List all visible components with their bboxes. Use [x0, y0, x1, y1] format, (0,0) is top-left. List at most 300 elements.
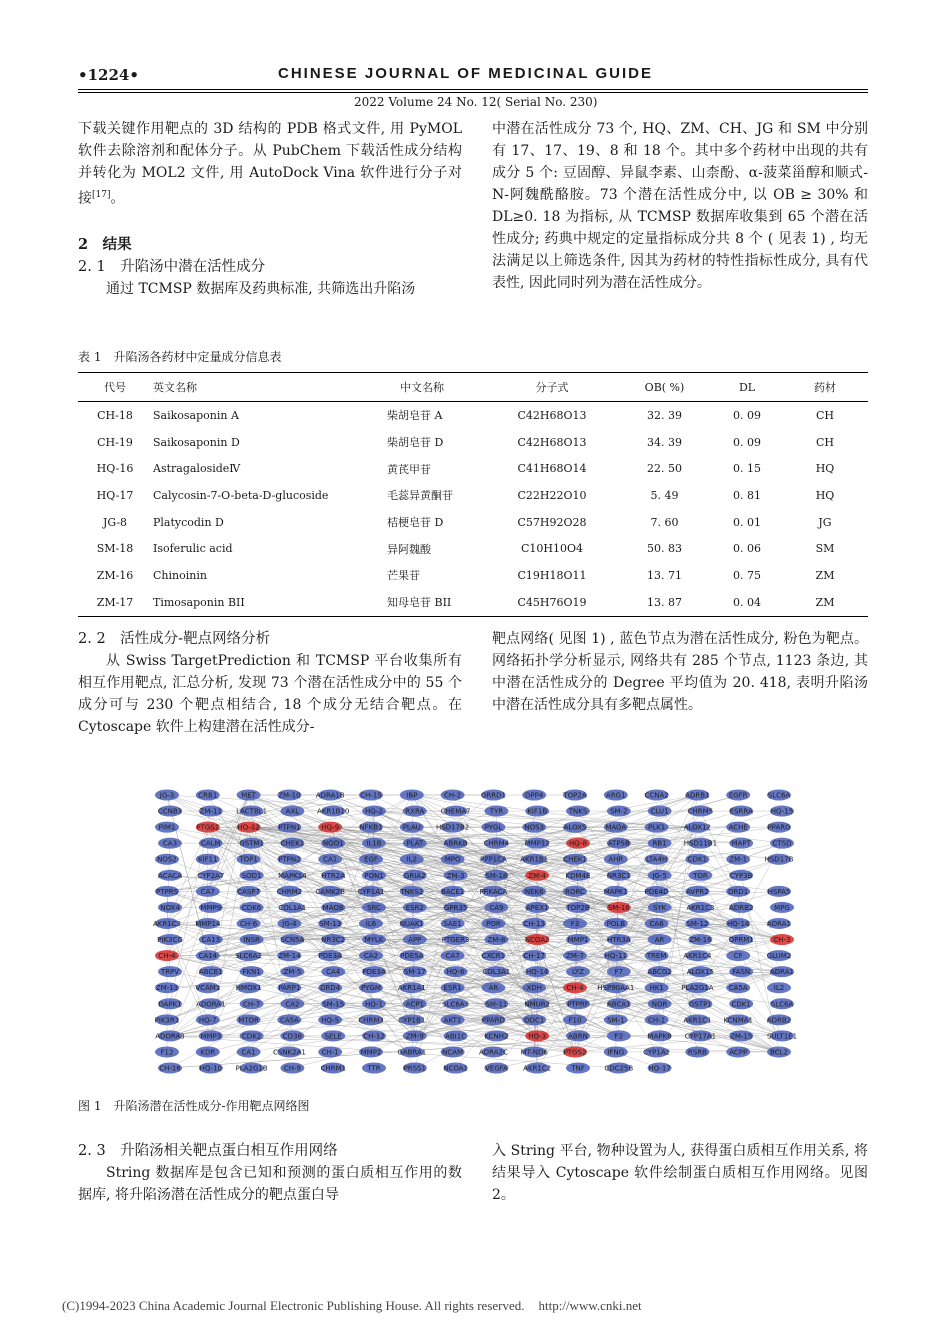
section-heading-results: 2 结果	[78, 235, 132, 253]
network-node	[685, 1046, 709, 1057]
cell-chinese: 柴胡皂苷 D	[387, 436, 444, 450]
network-node-label: CCNA2	[644, 791, 669, 800]
network-node	[648, 870, 672, 881]
network-node	[648, 806, 672, 817]
network-node-label: SAE1	[443, 919, 462, 928]
network-edges	[167, 795, 785, 1068]
network-node-label: PIM1	[158, 823, 176, 832]
network-node-label: NCOA1	[443, 1064, 468, 1073]
network-node	[196, 854, 220, 865]
network-node-label: PLAU	[402, 823, 421, 832]
network-node-label: CA14	[198, 952, 218, 961]
network-node	[321, 902, 345, 913]
network-node	[685, 854, 709, 865]
network-node	[484, 902, 508, 913]
network-node	[644, 790, 668, 801]
network-node	[563, 918, 587, 929]
network-node-label: ADRA2C	[478, 1048, 508, 1057]
network-node	[562, 790, 587, 801]
network-node	[362, 806, 386, 817]
network-node	[684, 838, 717, 849]
network-node	[566, 934, 590, 945]
network-node-label: ABCG2	[647, 968, 672, 977]
network-node	[199, 902, 223, 913]
network-node	[400, 918, 424, 929]
table-header-row	[78, 373, 868, 402]
network-node	[767, 790, 791, 801]
network-node-label: CH-4	[158, 952, 176, 961]
network-node-label: HQ-14	[525, 968, 549, 977]
network-node-label: ORRD1	[480, 791, 506, 800]
network-node-label: PARP1	[278, 984, 301, 993]
network-node	[770, 806, 794, 817]
network-node	[436, 822, 469, 833]
network-node-label: RXRA	[405, 807, 425, 816]
network-node-label: NOX4	[160, 903, 180, 912]
network-node	[362, 902, 386, 913]
cell-formula: C10H10O4	[520, 542, 584, 556]
network-node-label: HQ-1	[365, 1000, 383, 1009]
network-edge	[330, 956, 578, 1004]
network-node-label: CA1	[323, 855, 338, 864]
cnki-link[interactable]: http://www.cnki.net	[538, 1298, 642, 1313]
network-node-label: F10	[568, 1016, 582, 1025]
network-node	[403, 838, 427, 849]
network-node	[688, 998, 712, 1009]
network-node	[482, 966, 510, 977]
network-node-label: FASN	[732, 968, 751, 977]
network-node-label: ACPP	[729, 1048, 748, 1057]
network-node-label: NR3C2	[321, 936, 346, 945]
network-node-label: DRD1	[728, 887, 749, 896]
network-node-label: CH-9	[283, 1064, 301, 1073]
network-node-label: CCNB3	[157, 807, 183, 816]
network-node-label: LYZ	[571, 968, 585, 977]
network-node	[484, 934, 508, 945]
network-node-label: ESR1	[443, 984, 462, 993]
network-node	[726, 918, 750, 929]
network-node-label: NOR	[651, 1000, 668, 1009]
network-node-label: ADORA3	[155, 1032, 185, 1041]
network-node-label: CA5A	[728, 984, 748, 993]
network-node-label: PRSS1	[403, 1064, 427, 1073]
network-node	[403, 1063, 427, 1074]
network-node-label: MMP2	[360, 1048, 382, 1057]
network-node-label: SM-16	[607, 903, 630, 912]
network-node-label: F12	[160, 1048, 174, 1057]
network-node-label: CH-7	[243, 1000, 261, 1009]
th-english-name: 英文名称	[152, 373, 357, 402]
table-row	[78, 402, 868, 429]
network-node-label: PLK1	[648, 823, 666, 832]
network-node	[237, 886, 261, 897]
issue-info: 2022 Volume 24 No. 12( Serial No. 230)	[354, 95, 598, 109]
network-node	[280, 966, 304, 977]
network-node	[484, 806, 508, 817]
network-node-label: SM-2	[610, 807, 628, 816]
network-node-label: IL2	[406, 855, 418, 864]
network-node-label: CH-15	[360, 791, 382, 800]
cell-english: Saikosaponin D	[153, 435, 240, 449]
network-node-label: CYP1B1	[398, 1016, 426, 1025]
network-node	[277, 790, 301, 801]
network-node-label: DRD4	[320, 984, 341, 993]
network-node	[767, 1014, 791, 1025]
network-node-label: ATP5B	[607, 839, 630, 848]
network-node	[318, 1046, 342, 1057]
network-node	[726, 886, 750, 897]
network-node-label: TNKS	[568, 807, 588, 816]
network-node	[525, 1030, 549, 1041]
network-node	[444, 1030, 468, 1041]
cell-herb: CH	[815, 408, 834, 422]
network-node	[685, 918, 709, 929]
network-node-label: TREM	[646, 952, 667, 961]
network-node	[400, 790, 424, 801]
network-node-label: RORC	[565, 887, 585, 896]
network-node-label: HQ-2	[365, 807, 383, 816]
network-node-label: PYGL	[484, 823, 503, 832]
network-node-label: PON1	[364, 871, 384, 880]
network-node	[235, 1063, 267, 1074]
network-node	[770, 966, 794, 977]
cell-formula: C45H76O19	[487, 589, 617, 616]
network-node-label: IL1B	[366, 839, 382, 848]
network-node	[441, 790, 465, 801]
network-node	[240, 902, 264, 913]
copyright-text: (C)1994-2023 China Academic Journal Electronic Publishing House. All rights reserved.	[62, 1298, 525, 1313]
network-node-label: MT-ND6	[520, 1048, 548, 1057]
network-node	[441, 918, 465, 929]
network-node-label: INSR	[243, 936, 260, 945]
network-node-label: CALM	[200, 839, 221, 848]
cell-code: CH-19	[97, 435, 133, 449]
network-node	[442, 998, 469, 1009]
network-node-label: CA2	[363, 952, 379, 961]
network-node	[520, 854, 548, 865]
network-node-label: ESR2	[405, 903, 424, 912]
network-node-label: CH-6	[240, 919, 258, 928]
network-node-label: MMP14	[195, 919, 221, 928]
network-node	[566, 870, 591, 881]
network-node	[316, 790, 345, 801]
network-node-label: F7	[614, 968, 624, 977]
network-node-label: TNKS2	[400, 887, 424, 896]
network-node	[318, 982, 342, 993]
network-node	[645, 950, 669, 961]
network-node-label: GLUM2	[766, 952, 792, 961]
network-node-label: CASP7	[237, 887, 260, 896]
network-node	[199, 838, 223, 849]
network-node-label: MMP9	[200, 903, 222, 912]
network-node-label: MAPT	[731, 839, 751, 848]
network-node	[400, 822, 424, 833]
cell-herb: JG	[818, 515, 832, 529]
network-node	[726, 790, 750, 801]
bottom-right-column	[492, 1140, 868, 1206]
network-node-label: HSPA5	[767, 887, 791, 896]
cell-english: Calycosin-7-O-beta-D-glucoside	[153, 488, 329, 502]
methods-end: 。	[110, 190, 125, 207]
network-node	[683, 950, 712, 961]
methods-paragraph	[78, 118, 462, 210]
network-node	[158, 998, 182, 1009]
network-node-label: ADRB1	[685, 791, 710, 800]
network-node-label: AR	[488, 984, 499, 993]
network-node	[153, 918, 181, 929]
network-node-label: HQ-7	[198, 1016, 217, 1025]
network-node	[685, 1030, 716, 1041]
network-node-label: AKR1C3	[686, 903, 715, 912]
network-node-label: SM-18	[485, 871, 508, 880]
network-node-label: TOP2B	[566, 903, 590, 912]
network-node-label: CA7	[445, 952, 460, 961]
network-node	[484, 838, 510, 849]
network-node-label: SM-1	[607, 1016, 625, 1025]
network-node	[521, 1046, 549, 1057]
network-node	[280, 1063, 304, 1074]
network-node-label: GSTM1	[239, 839, 264, 848]
network-node-label: ZM-9	[405, 1032, 424, 1041]
network-node-label: NR3C1	[606, 871, 631, 880]
network-node	[359, 1046, 383, 1057]
network-node	[767, 1046, 791, 1057]
network-node	[441, 806, 471, 817]
top-right-column	[492, 118, 868, 294]
network-node-label: ABRKB	[443, 839, 468, 848]
cell-dl: 0. 01	[733, 515, 761, 529]
network-node-label: MMP3	[200, 1032, 222, 1041]
table-row	[78, 562, 868, 589]
network-node	[525, 966, 549, 977]
network-node	[683, 1014, 711, 1025]
network-node-label: KIF11	[198, 855, 218, 864]
network-node-label: HK1	[649, 984, 664, 993]
cell-english: Platycodin D	[153, 515, 224, 529]
network-node-label: CA1	[241, 1048, 256, 1057]
network-node	[607, 966, 631, 977]
network-node-label: PDE3A	[318, 952, 342, 961]
network-node	[403, 934, 427, 945]
network-node-label: CHRM2	[276, 887, 303, 896]
network-node-label: CHEMA7	[440, 807, 471, 816]
network-node	[158, 966, 182, 977]
network-node	[648, 934, 672, 945]
network-node	[240, 934, 264, 945]
network-node	[362, 838, 386, 849]
network-node-label: RSRB	[687, 1048, 707, 1057]
cell-formula: C19H18O11	[517, 568, 587, 582]
cell-dl: 0. 09	[733, 408, 761, 422]
network-node	[525, 870, 549, 881]
network-node	[321, 870, 345, 881]
network-node	[277, 886, 303, 897]
network-node-label: PPARG	[767, 823, 791, 832]
network-node	[277, 822, 301, 833]
cell-herb: CH	[815, 435, 834, 449]
network-node-label: HMOX1	[235, 984, 262, 993]
network-node-label: OPRM1	[728, 936, 754, 945]
cell-code: HQ-17	[96, 488, 134, 502]
network-node-label: SLC6A	[770, 1000, 794, 1009]
network-node-label: APP	[408, 936, 422, 945]
network-node	[524, 998, 550, 1009]
network-node-label: HTR3A	[606, 936, 631, 945]
page-number: •1224•	[78, 66, 139, 84]
network-node	[441, 1046, 465, 1057]
network-node	[729, 966, 753, 977]
network-node	[315, 886, 345, 897]
journal-title: CHINESE JOURNAL OF MEDICINAL GUIDE	[278, 65, 653, 82]
network-node	[480, 854, 507, 865]
network-node-label: CHEK1	[280, 839, 305, 848]
network-node-label: HSD17B	[764, 855, 794, 864]
network-node-label: PDE3A	[362, 968, 386, 977]
table-row	[78, 429, 868, 456]
network-node	[237, 854, 261, 865]
network-node	[362, 934, 386, 945]
network-node-label: AKR1C2	[523, 1064, 552, 1073]
network-node-label: PLA2G1A	[681, 984, 714, 993]
network-node-label: CH-1	[321, 1048, 339, 1057]
cell-formula: C57H92O28	[517, 515, 587, 529]
network-node-label: PLAT	[406, 839, 424, 848]
network-edge	[208, 827, 293, 1004]
cell-english: Chinoinin	[153, 568, 207, 582]
network-node	[240, 870, 264, 881]
network-node-label: PRKACA	[479, 887, 508, 896]
network-node-label: PTPN2	[278, 855, 301, 864]
network-node	[240, 966, 264, 977]
network-node-label: NOS2	[157, 855, 177, 864]
network-node	[481, 790, 506, 801]
network-node	[566, 806, 590, 817]
network-node	[565, 902, 590, 913]
cell-chinese: 毛蕊异黄酮苷	[387, 489, 453, 503]
network-node-label: ARG1	[606, 791, 626, 800]
network-node	[398, 1014, 425, 1025]
network-node	[522, 886, 546, 897]
network-node	[563, 854, 587, 865]
network-node-label: PTGS1	[196, 823, 220, 832]
network-node	[726, 822, 750, 833]
network-node	[481, 950, 505, 961]
network-node-label: CH-2	[444, 791, 462, 800]
network-edge	[537, 843, 659, 907]
network-node	[403, 1030, 427, 1041]
network-node-label: NFKB1	[359, 823, 383, 832]
network-node	[563, 982, 587, 993]
network-node-label: HQ-8	[569, 839, 587, 848]
network-node-label: CXCR1	[481, 952, 506, 961]
network-node	[237, 822, 261, 833]
network-node	[362, 1030, 386, 1041]
network-node-label: CH-3	[773, 936, 791, 945]
network-node	[563, 950, 587, 961]
citation-ref[interactable]: [17]	[92, 190, 111, 200]
network-node-label: AHR	[608, 855, 624, 864]
network-node-label: PPP1CA	[480, 855, 507, 864]
cell-dl: 0. 06	[733, 542, 761, 556]
network-node-label: AKR1B1	[520, 855, 549, 864]
cell-formula: C42H68O13	[517, 408, 587, 422]
network-node-label: CDK2	[241, 1032, 262, 1041]
network-node	[604, 950, 628, 961]
network-node	[403, 806, 427, 817]
network-node	[607, 934, 631, 945]
network-node	[155, 886, 179, 897]
network-node-label: BCL2	[770, 1048, 788, 1057]
network-node	[240, 1030, 264, 1041]
network-node	[685, 886, 709, 897]
network-node	[525, 838, 550, 849]
network-node-label: PLA2G1B	[235, 1064, 268, 1073]
network-node	[522, 790, 546, 801]
cell-code: SM-18	[96, 542, 134, 556]
network-node	[522, 982, 546, 993]
network-node-label: PTGER3	[441, 936, 470, 945]
network-node	[767, 886, 791, 897]
network-node	[563, 886, 587, 897]
network-node-label: PTPRF	[567, 1000, 589, 1009]
network-node-label: NQO1	[322, 839, 344, 848]
network-node	[726, 1046, 750, 1057]
network-node-label: CH-12	[363, 1032, 385, 1041]
network-node-label: ADRB2	[729, 903, 754, 912]
network-node	[155, 790, 179, 801]
network-node-label: CHRM4	[483, 839, 510, 848]
network-node-label: GSTP1	[688, 1000, 712, 1009]
network-node-label: PIK3CG	[157, 936, 183, 945]
network-node	[767, 822, 791, 833]
network-node-label: ACACA	[158, 871, 182, 880]
network-node-label: MPG	[774, 903, 790, 912]
network-node-label: SM-11	[485, 1000, 508, 1009]
network-node-label: TOP1	[239, 855, 258, 864]
cell-ob: 32. 39	[647, 408, 682, 422]
network-node	[362, 1063, 386, 1074]
network-node-label: APEX1	[525, 903, 549, 912]
network-node	[563, 822, 587, 833]
network-node-label: HQ-9	[321, 823, 340, 832]
network-node-label: JG-3	[159, 791, 175, 800]
network-node	[277, 982, 301, 993]
network-node-label: IL6	[365, 919, 377, 928]
network-node	[236, 806, 267, 817]
network-node	[767, 950, 792, 961]
network-node	[767, 982, 791, 993]
network-node	[403, 998, 427, 1009]
network-node	[566, 966, 590, 977]
cell-english: Saikosaponin A	[153, 408, 239, 422]
network-node-label: RB1	[652, 839, 667, 848]
network-node-label: HQ-5	[321, 1016, 340, 1025]
header-rule	[78, 89, 868, 93]
network-node	[321, 1030, 345, 1041]
network-node-label: SM-13	[319, 919, 342, 928]
network-node	[199, 934, 223, 945]
cell-ob: 13. 87	[617, 589, 712, 616]
network-node-label: EGFR	[728, 791, 748, 800]
network-node-label: CHRM5	[687, 807, 714, 816]
network-node	[155, 1046, 179, 1057]
network-node-label: CYP1A1	[357, 887, 385, 896]
network-node	[359, 790, 383, 801]
network-node	[278, 870, 307, 881]
subsection-heading-2-2: 2. 2 活性成分-靶点网络分析	[78, 631, 271, 647]
network-node	[723, 1014, 753, 1025]
network-node-label: ZM-11	[199, 807, 222, 816]
